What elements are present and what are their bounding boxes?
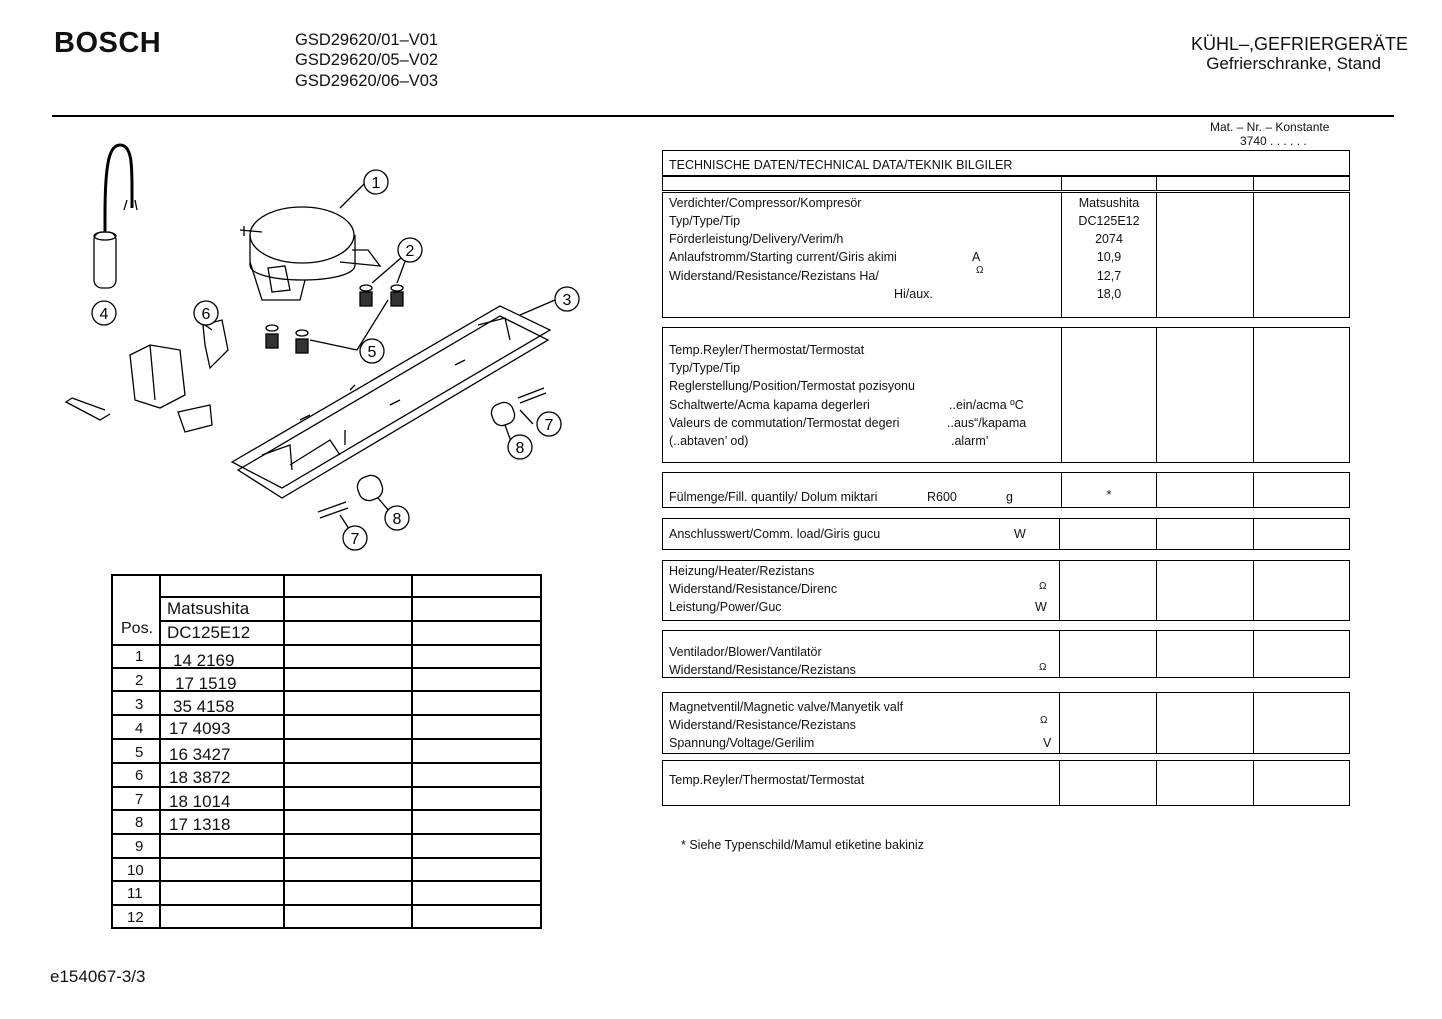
model-number-3: GSD29620/06–V03	[295, 72, 439, 90]
valve-resistance-label: Widerstand/Resistance/Rezistans	[669, 718, 856, 732]
load-label: Anschlusswert/Comm. load/Giris gucu	[669, 527, 881, 541]
part-header-make: Matsushita	[167, 599, 250, 618]
thermostat-box	[662, 327, 1350, 463]
pos-5: 5	[135, 744, 144, 761]
valve-label: Magnetventil/Magnetic valve/Manyetik valf	[669, 700, 904, 714]
current-unit: A	[972, 250, 981, 264]
ohm-unit: Ω	[976, 265, 984, 276]
blower-resistance-label: Widerstand/Resistance/Rezistans	[669, 663, 856, 677]
blower-box	[662, 630, 1350, 678]
compressor-current-value: 10,9	[1096, 250, 1122, 264]
pos-9: 9	[135, 838, 144, 855]
part-number-7: 18 1014	[169, 792, 231, 811]
parts-table	[111, 574, 542, 929]
thermostat-alarm-label: .alarm’	[951, 434, 989, 448]
callout-8b: 8	[392, 511, 402, 528]
pos-2: 2	[135, 672, 144, 689]
part-number-8: 17 1318	[169, 815, 231, 834]
refrigerant-label: R600	[927, 490, 957, 504]
pos-6: 6	[135, 767, 144, 784]
callout-2: 2	[405, 243, 415, 260]
callout-5: 5	[367, 344, 377, 361]
footnote: * Siehe Typenschild/Mamul etiketine bakiniz	[681, 838, 924, 852]
category-title: KÜHL–,GEFRIERGERÄTE	[1190, 34, 1408, 54]
compressor-delivery-value: 2074	[1095, 232, 1123, 246]
valve-voltage-unit: V	[1043, 736, 1052, 750]
load-box	[662, 518, 1350, 550]
pos-header: Pos.	[121, 620, 154, 637]
part-number-2: 17 1519	[175, 674, 237, 693]
heater-resistance-label: Widerstand/Resistance/Direnc	[669, 582, 838, 596]
blower-label: Ventilador/Blower/Vantilatör	[669, 645, 822, 659]
fill-unit: g	[1006, 490, 1013, 504]
compressor-label: Verdichter/Compressor/Kompresör	[669, 196, 862, 210]
compressor-delivery-label: Förderleistung/Delivery/Verim/h	[669, 232, 844, 246]
compressor-aux-label: Hi/aux.	[894, 287, 933, 301]
heater-ohm-unit: Ω	[1039, 581, 1047, 592]
brand-logo: BOSCH	[54, 27, 162, 59]
part-number-5: 16 3427	[169, 745, 231, 764]
fill-quantity-value: *	[1106, 488, 1112, 502]
exploded-parts-diagram	[55, 135, 600, 560]
model-number-2: GSD29620/05–V02	[295, 51, 439, 69]
tech-title: TECHNISCHE DATEN/TECHNICAL DATA/TEKNIK BILGILER	[669, 158, 1013, 172]
callout-6: 6	[201, 306, 211, 323]
thermostat-type-label: Typ/Type/Tip	[669, 361, 741, 375]
thermostat-on-label: ..ein/acma ºC	[949, 398, 1024, 412]
blower-ohm-unit: Ω	[1039, 662, 1047, 673]
pos-7: 7	[135, 791, 144, 808]
compressor-type-value: DC125E12	[1078, 214, 1140, 228]
callout-1: 1	[371, 175, 381, 192]
compressor-box	[662, 192, 1350, 318]
tech-title-box	[662, 150, 1350, 176]
callout-7: 7	[544, 417, 554, 434]
heater-label: Heizung/Heater/Rezistans	[669, 564, 815, 578]
mat-nr-label: Mat. – Nr. – Konstante	[1210, 120, 1330, 134]
thermostat-values-label: Valeurs de commutation/Termostat degeri	[669, 416, 900, 430]
thermostat-switch-label: Schaltwerte/Acma kapama degerleri	[669, 398, 870, 412]
compressor-resistance-value: 12,7	[1096, 269, 1122, 283]
part-number-4: 17 4093	[169, 719, 231, 738]
valve-ohm-unit: Ω	[1040, 715, 1048, 726]
compressor-type-label: Typ/Type/Tip	[669, 214, 741, 228]
tech-header-row	[662, 176, 1350, 191]
pos-8: 8	[135, 814, 144, 831]
thermostat-label: Temp.Reyler/Thermostat/Termostat	[669, 343, 865, 357]
heater-power-label: Leistung/Power/Guc	[669, 600, 782, 614]
thermostat2-label: Temp.Reyler/Thermostat/Termostat	[669, 773, 865, 787]
compressor-make-value: Matsushita	[1078, 196, 1140, 210]
thermostat-position-label: Reglerstellung/Position/Termostat pozisyonu	[669, 379, 915, 393]
header-divider	[52, 115, 1394, 117]
category-subtitle: Gefrierschranke, Stand	[1206, 54, 1381, 73]
pos-1: 1	[135, 648, 144, 665]
pos-4: 4	[135, 720, 144, 737]
part-number-1: 14 2169	[173, 651, 235, 670]
load-unit: W	[1014, 527, 1026, 541]
callout-8: 8	[515, 440, 525, 457]
heater-power-unit: W	[1035, 600, 1047, 614]
fill-quantity-box	[662, 472, 1350, 508]
callout-7b: 7	[350, 531, 360, 548]
document-id: e154067-3/3	[50, 967, 146, 986]
fill-quantity-label: Fülmenge/Fill. quantily/ Dolum miktari	[669, 490, 878, 504]
callout-4: 4	[99, 306, 109, 323]
part-number-6: 18 3872	[169, 768, 231, 787]
pos-11: 11	[127, 885, 143, 902]
callout-3: 3	[562, 292, 572, 309]
part-number-3: 35 4158	[173, 697, 235, 716]
pos-3: 3	[135, 696, 144, 713]
compressor-resistance-label: Widerstand/Resistance/Rezistans Ha/	[669, 269, 879, 283]
pos-10: 10	[127, 862, 144, 879]
valve-voltage-label: Spannung/Voltage/Gerilim	[669, 736, 815, 750]
pos-12: 12	[127, 909, 144, 926]
valve-box	[662, 692, 1350, 754]
part-header-type: DC125E12	[167, 623, 251, 642]
thermostat2-box	[662, 760, 1350, 806]
thermostat-off-label: ..aus“/kapama	[947, 416, 1027, 430]
compressor-current-label: Anlaufstromm/Starting current/Giris akimi	[669, 250, 897, 264]
thermostat-defrost-label: (..abtaven’ od)	[669, 434, 749, 448]
heater-box	[662, 560, 1350, 621]
mat-nr-value: 3740 . . . . . .	[1240, 134, 1307, 148]
model-number-1: GSD29620/01–V01	[295, 31, 439, 49]
compressor-aux-value: 18,0	[1096, 287, 1122, 301]
